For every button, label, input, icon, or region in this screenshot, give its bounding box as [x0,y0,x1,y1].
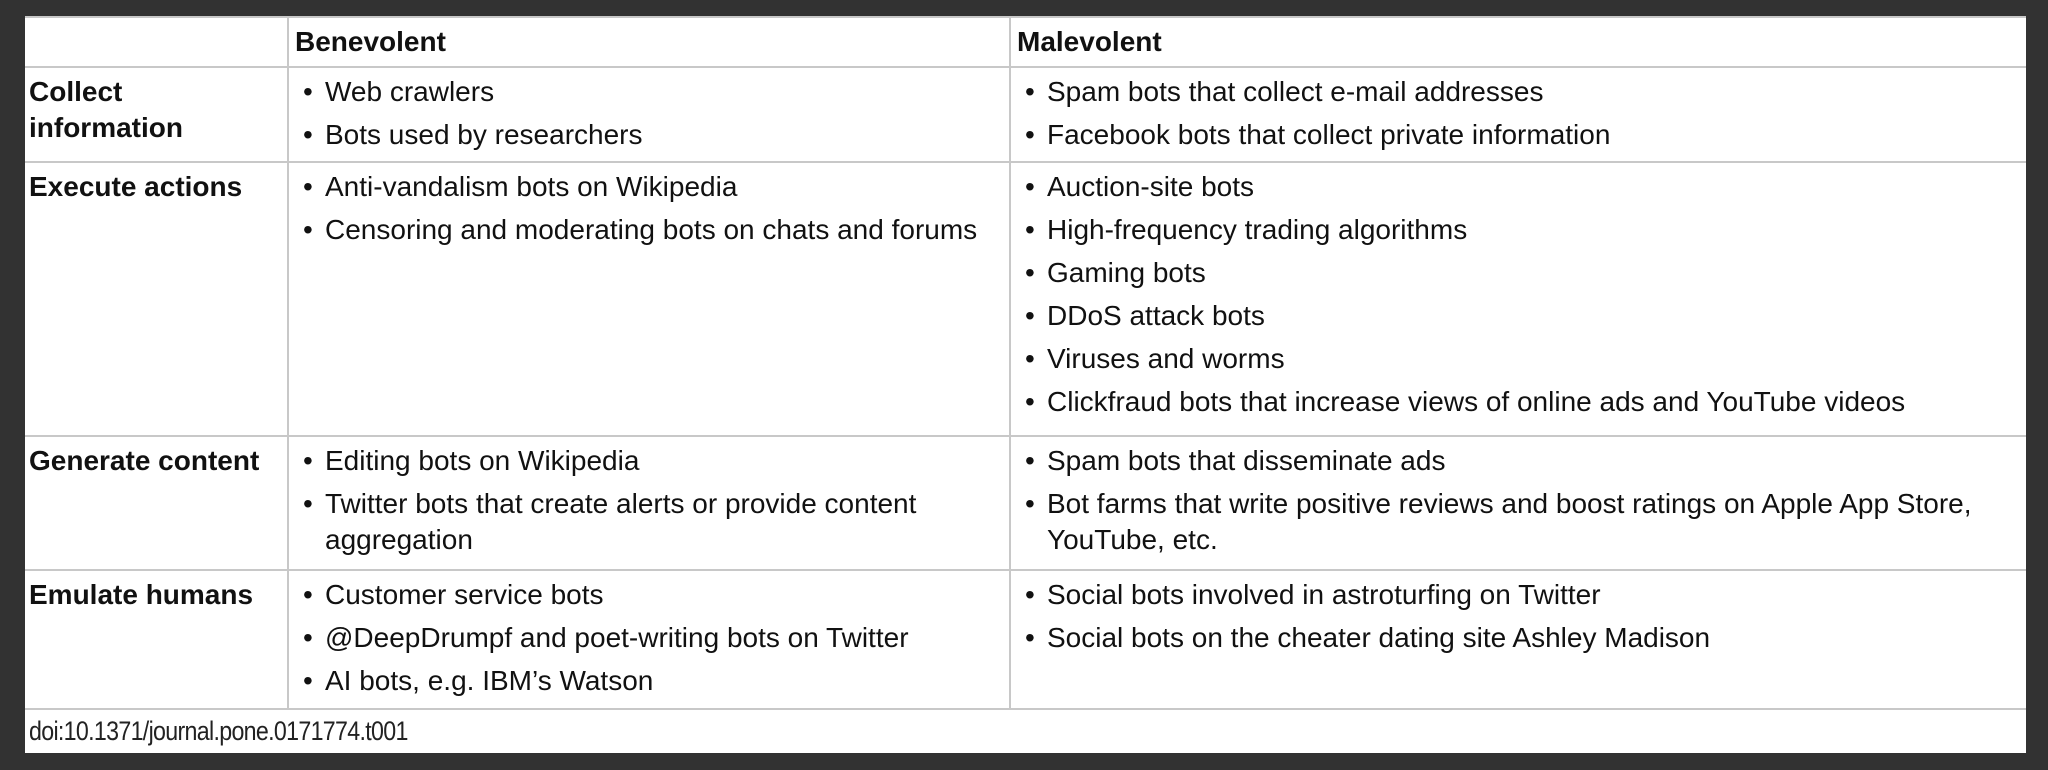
bullet-icon: • [303,488,313,519]
bullet-icon: • [303,579,313,610]
list-item-text: Anti-vandalism bots on Wikipedia [325,171,738,202]
row-label: Execute actions [25,162,288,436]
malevolent-cell [1010,67,2026,162]
list-item [295,169,1003,205]
row-label: Emulate humans [25,570,288,709]
list-item-text: DDoS attack bots [1047,300,1265,331]
malevolent-list [1017,577,2020,656]
bullet-icon: • [1025,76,1035,107]
bullet-icon: • [303,214,313,245]
list-item-text: Spam bots that disseminate ads [1047,445,1446,476]
list-item [1017,169,2020,205]
benevolent-list [295,443,1003,558]
list-item-text: Twitter bots that create alerts or provide content aggregation [325,488,917,555]
document-page [25,16,2026,753]
bullet-icon: • [1025,386,1035,417]
bullet-icon: • [303,665,313,696]
list-item-text: Customer service bots [325,579,604,610]
row-label: Generate content [25,436,288,570]
bullet-icon: • [1025,343,1035,374]
list-item [295,620,1003,656]
bullet-icon: • [1025,171,1035,202]
list-item-text: Viruses and worms [1047,343,1285,374]
doi-caption: doi:10.1371/journal.pone.0171774.t001 [29,716,408,746]
header-corner-cell [25,17,288,67]
bullet-icon: • [1025,488,1035,519]
bot-classification-table [25,16,2026,710]
malevolent-list [1017,74,2020,153]
table-header-row [25,17,2026,67]
table-row [25,570,2026,709]
list-item [295,577,1003,613]
benevolent-list [295,74,1003,153]
list-item-text: Social bots on the cheater dating site Ashley Madison [1047,622,1711,653]
list-item-text: Bots used by researchers [325,119,643,150]
bullet-icon: • [303,76,313,107]
list-item [1017,341,2020,377]
table-row [25,436,2026,570]
list-item-text: Facebook bots that collect private information [1047,119,1611,150]
malevolent-cell [1010,162,2026,436]
list-item [295,117,1003,153]
list-item [1017,74,2020,110]
bullet-icon: • [1025,622,1035,653]
list-item-text: Auction-site bots [1047,171,1254,202]
bullet-icon: • [1025,445,1035,476]
bullet-icon: • [1025,257,1035,288]
list-item [1017,443,2020,479]
malevolent-cell [1010,570,2026,709]
benevolent-cell [288,570,1010,709]
table-row [25,67,2026,162]
list-item-text: @DeepDrumpf and poet-writing bots on Twitter [325,622,909,653]
row-label: Collect information [25,67,288,162]
bullet-icon: • [1025,579,1035,610]
list-item [295,443,1003,479]
bullet-icon: • [1025,214,1035,245]
list-item-text: AI bots, e.g. IBM’s Watson [325,665,654,696]
list-item-text: Clickfraud bots that increase views of online ads and YouTube videos [1047,386,1906,417]
list-item-text: Censoring and moderating bots on chats and forums [325,214,978,245]
benevolent-cell [288,162,1010,436]
list-item [295,74,1003,110]
list-item [1017,620,2020,656]
list-item-text: Bot farms that write positive reviews and boost ratings on Apple App Store, YouTube, etc. [1047,488,1972,555]
list-item [295,663,1003,699]
list-item-text: Social bots involved in astroturfing on Twitter [1047,579,1601,610]
table-body [25,67,2026,709]
bullet-icon: • [303,119,313,150]
list-item [295,212,1003,248]
list-item-text: Editing bots on Wikipedia [325,445,640,476]
list-item [295,486,1003,558]
benevolent-list [295,169,1003,248]
list-item-text: High-frequency trading algorithms [1047,214,1468,245]
list-item [1017,384,2020,420]
list-item [1017,486,2020,558]
list-item [1017,577,2020,613]
list-item-text: Gaming bots [1047,257,1206,288]
malevolent-cell [1010,436,2026,570]
header-benevolent: Benevolent [288,17,1010,67]
bullet-icon: • [303,622,313,653]
list-item [1017,212,2020,248]
benevolent-cell [288,436,1010,570]
malevolent-list [1017,443,2020,558]
benevolent-cell [288,67,1010,162]
header-malevolent: Malevolent [1010,17,2026,67]
list-item-text: Web crawlers [325,76,495,107]
bullet-icon: • [303,445,313,476]
list-item [1017,298,2020,334]
list-item [1017,117,2020,153]
list-item-text: Spam bots that collect e-mail addresses [1047,76,1544,107]
bullet-icon: • [1025,119,1035,150]
malevolent-list [1017,169,2020,420]
bullet-icon: • [303,171,313,202]
benevolent-list [295,577,1003,699]
table-row [25,162,2026,436]
bullet-icon: • [1025,300,1035,331]
list-item [1017,255,2020,291]
